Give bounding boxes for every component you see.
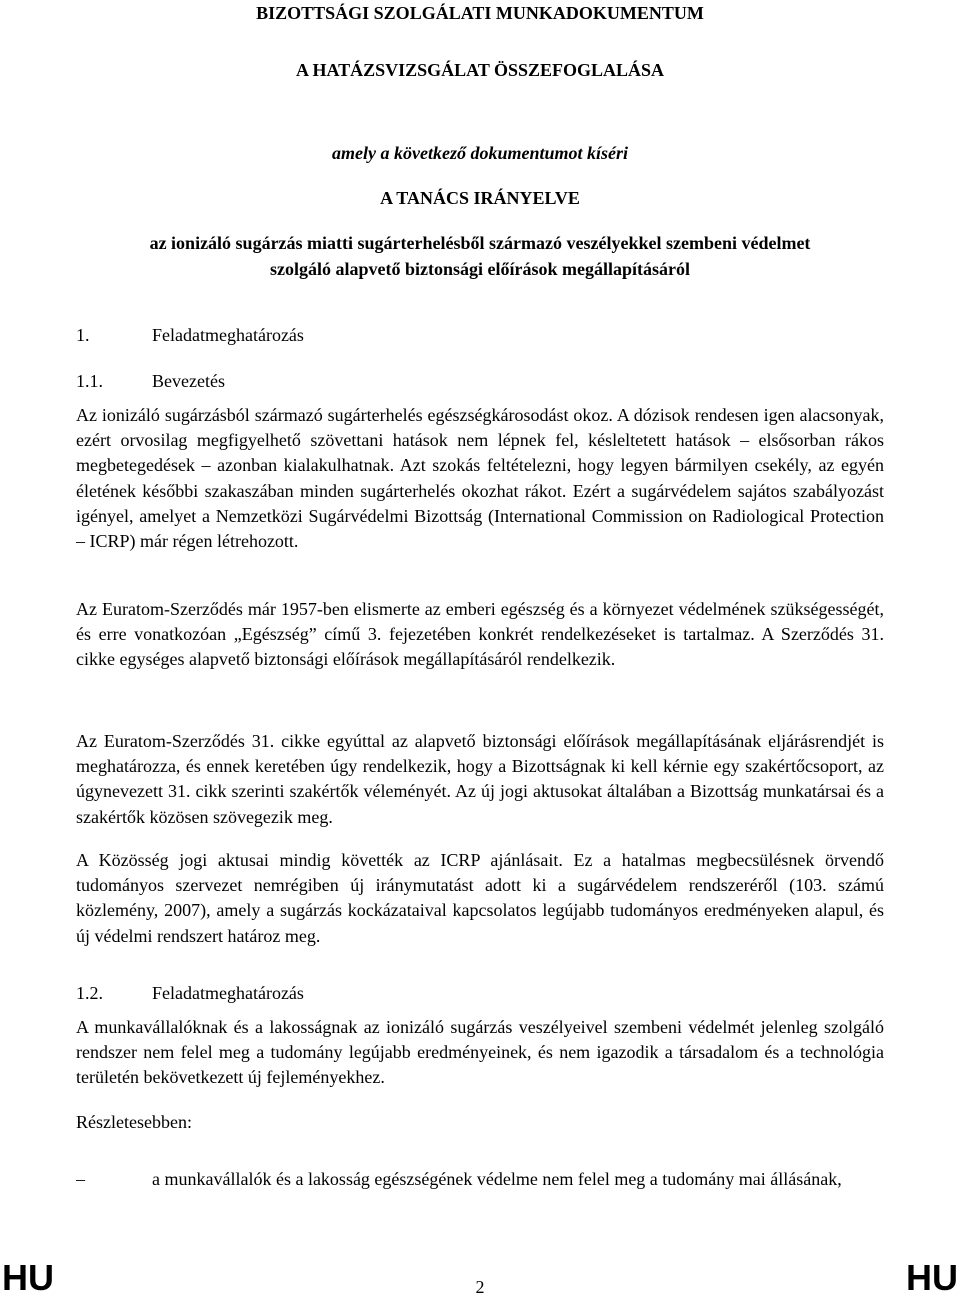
footer-language-left: HU <box>2 1257 54 1298</box>
page-number: 2 <box>475 1277 485 1297</box>
list-item <box>76 1167 884 1192</box>
section-title: Bevezetés <box>152 371 225 391</box>
section-title: Feladatmeghatározás <box>152 325 304 345</box>
subject-line-2: szolgáló alapvető biztonsági előírások megállapításáról <box>270 259 690 279</box>
section-number: 1.2. <box>76 983 103 1003</box>
paragraph-introduction: Az ionizáló sugárzásból származó sugárterhelés egészségkárosodást okoz. A dózisok rendesen igen alacsonyak, ezért orvosilag megfigyelhető szövettani hatások nem lépnek fel, késleltetett hatások – elsősorban rákos megbetegedések – azonban kialakulhatnak. Azt szokás feltételezni, hogy legyen bármilyen csekély, az egyén életének későbbi szakaszában minden sugárterhelés okozhat rákot. Ezért a sugárvédelem sajátos szabályozást igényel, amelyet a Nemzetközi Sugárvédelmi Bizottság (International Commission on Radiological Protection – ICRP) már régen létrehozott. <box>76 405 884 552</box>
paragraph-problem-definition: A munkavállalóknak és a lakosságnak az ionizáló sugárzás veszélyeivel szembeni védelmét jelenleg szolgáló rendszer nem felel meg a tudomány legújabb eredményeinek, és nem igazodik a társadalom és a technológia területén bekövetkezett új fejleményekhez. <box>76 1017 884 1088</box>
paragraph-article-31: Az Euratom-Szerződés 31. cikke egyúttal az alapvető biztonsági előírások megállapításának eljárásrendjét is meghatározza, és ennek keretében úgy rendelkezik, hogy a Bizottságnak ki kell kérnie egy szakértőcsoport, az úgynevezett 31. cikk szerinti szakértők véleményét. Az új jogi aktusokat általában a Bizottság munkatársai és a szakértők közösen szövegezik meg. <box>76 731 884 827</box>
paragraph-euratom-1957: Az Euratom-Szerződés már 1957-ben elismerte az emberi egészség és a környezet védelmének szükségességét, és erre vonatkozóan „Egészség” című 3. fejezetében konkrét rendelkezéseket is tartalmaz. A Szerződés 31. cikke egységes alapvető biztonsági előírások megállapításáról rendelkezik. <box>76 599 884 670</box>
document-title: A HATÁZSVIZSGÁLAT ÖSSZEFOGLALÁSA <box>295 60 665 80</box>
footer-language-right: HU <box>906 1257 958 1298</box>
directive-title: A TANÁCS IRÁNYELVE <box>380 188 580 208</box>
list-item-text: a munkavállalók és a lakosság egészségének védelme nem felel meg a tudomány mai állásának, <box>152 1169 842 1189</box>
list-dash: – <box>76 1169 85 1189</box>
section-title: Feladatmeghatározás <box>152 983 304 1003</box>
section-number: 1. <box>76 325 90 345</box>
section-heading-1-1 <box>76 368 225 394</box>
document-subtitle: amely a következő dokumentumot kíséri <box>332 143 628 163</box>
subject-line-1: az ionizáló sugárzás miatti sugárterhelésből származó veszélyekkel szembeni védelmet <box>149 233 811 253</box>
section-heading-1 <box>76 322 304 348</box>
section-heading-1-2 <box>76 980 304 1006</box>
document-type-title: BIZOTTSÁGI SZOLGÁLATI MUNKADOKUMENTUM <box>256 3 704 23</box>
paragraph-icrp: A Közösség jogi aktusai mindig követték az ICRP ajánlásait. Ez a hatalmas megbecsülésnek örvendő tudományos szervezet nemrégiben új iránymutatást adott ki a sugárvédelem rendszeréről (103. számú közlemény, 2007), amely a sugárzás kockázataival kapcsolatos legújabb tudományos eredményeken alapul, és új védelmi rendszert határoz meg. <box>76 850 884 946</box>
paragraph-details-label: Részletesebben: <box>76 1112 192 1132</box>
section-number: 1.1. <box>76 371 103 391</box>
